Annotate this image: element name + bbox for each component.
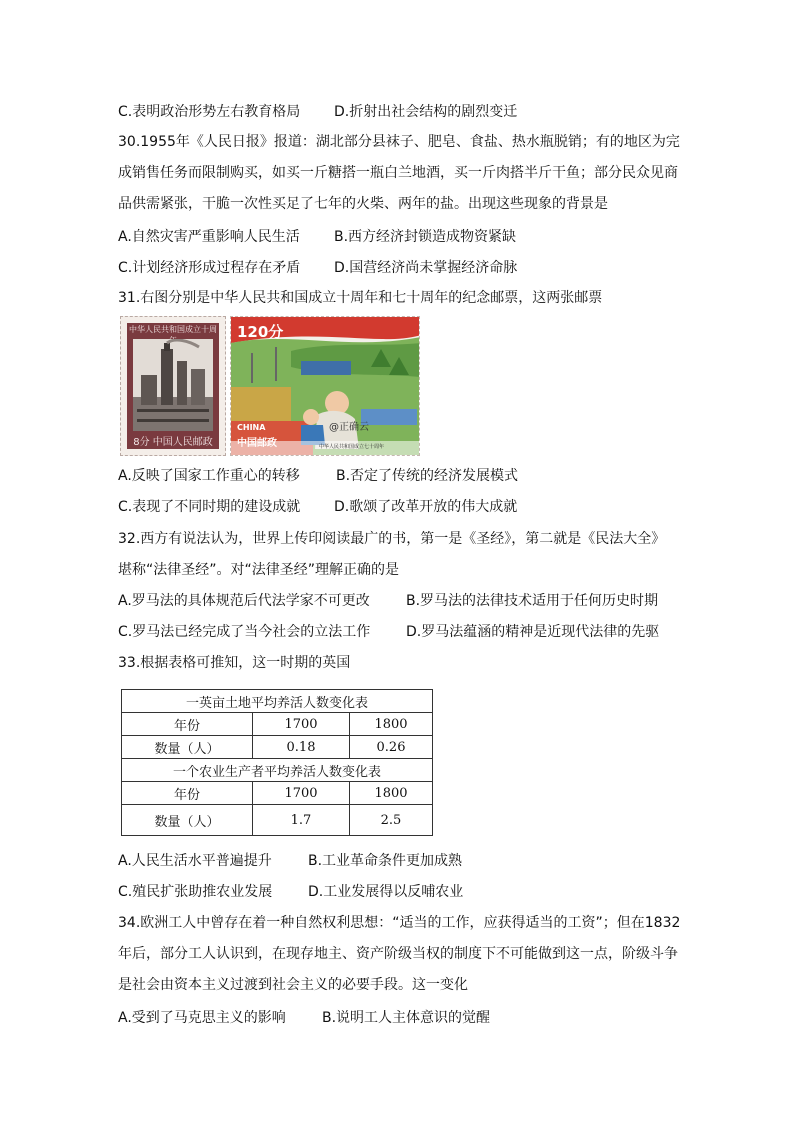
q32-option-d: D.罗马法蕴涵的精神是近现代法律的先驱 (406, 624, 660, 640)
q34-stem-line-1: 34.欧洲工人中曾存在着一种自然权利思想：“适当的工作，应获得适当的工资”；但在1832 (118, 915, 681, 931)
watermark: @正确云 (329, 422, 369, 433)
table-cell: 数量（人） (122, 805, 253, 836)
q30-option-b: B.西方经济封锁造成物资紧缺 (334, 229, 517, 245)
stamp1-title: 中华人民共和国成立十周 (129, 325, 217, 334)
q34-stem-line-3: 是社会由资本主义过渡到社会主义的必要手段。这一变化 (118, 977, 468, 993)
q33-option-b: B.工业革命条件更加成熟 (308, 853, 463, 869)
table-row (122, 736, 433, 759)
q30-stem-line-3: 品供需紧张，干脆一次性买足了七年的火柴、两年的盐。出现这些现象的背景是 (118, 196, 608, 212)
q30-option-d: D.国营经济尚未掌握经济命脉 (334, 260, 518, 276)
table-cell: 1800 (350, 782, 433, 805)
q30-stem-line-1: 30.1955年《人民日报》报道：湖北部分县袜子、肥皂、食盐、热水瓶脱销；有的地区为完 (118, 134, 680, 150)
q29-option-d: D.折射出社会结构的剧烈变迁 (334, 104, 518, 120)
table-cell: 1800 (350, 713, 433, 736)
table-row (122, 690, 433, 713)
table-row (122, 782, 433, 805)
q32-stem-line-1: 32.西方有说法认为，世界上传印阅读最广的书，第一是《圣经》，第二就是《民法大全》 (118, 531, 666, 547)
table-cell: 数量（人） (122, 736, 253, 759)
stamp1-frame (127, 323, 219, 449)
q31-option-c: C.表现了不同时期的建设成就 (118, 499, 301, 515)
q31-option-d: D.歌颂了改革开放的伟大成就 (334, 499, 518, 515)
q32-option-c: C.罗马法已经完成了当今社会的立法工作 (118, 624, 371, 640)
q32-stem-line-2: 堪称“法律圣经”。对“法律圣经”理解正确的是 (118, 562, 400, 578)
population-table (121, 689, 433, 836)
q33-stem: 33.根据表格可推知，这一时期的英国 (118, 655, 351, 671)
stamp2-post-label: 中国邮政 (237, 438, 277, 449)
stamp2-caption: 中华人民共和国成立七十周年 (319, 444, 385, 450)
table-cell: 年份 (122, 782, 253, 805)
table2-title: 一个农业生产者平均养活人数变化表 (122, 759, 433, 782)
stamp-seventieth-anniversary (230, 316, 420, 456)
q31-option-b: B.否定了传统的经济发展模式 (336, 468, 519, 484)
q31-stem: 31.右图分别是中华人民共和国成立十周年和七十周年的纪念邮票，这两张邮票 (118, 290, 603, 306)
stamp2-price: 120分 (237, 323, 284, 341)
table-cell: 0.26 (350, 736, 433, 759)
stamp2-china-label: CHINA (237, 423, 266, 432)
q32-option-a: A.罗马法的具体规范后代法学家不可更改 (118, 593, 370, 609)
stamp-tenth-anniversary (120, 316, 226, 456)
table-cell: 2.5 (350, 805, 433, 836)
q34-option-a: A.受到了马克思主义的影响 (118, 1010, 286, 1026)
q34-option-b: B.说明工人主体意识的觉醒 (322, 1010, 491, 1026)
table-row (122, 713, 433, 736)
q30-option-c: C.计划经济形成过程存在矛盾 (118, 260, 301, 276)
q34-stem-line-2: 年后，部分工人认识到，在现存地主、资产阶级当权的制度下不可能做到这一点，阶级斗争 (118, 946, 678, 962)
q33-option-d: D.工业发展得以反哺农业 (308, 884, 464, 900)
table-cell: 1700 (253, 782, 350, 805)
stamp1-value: 8分 中国人民邮政 (133, 437, 213, 448)
table-cell: 年份 (122, 713, 253, 736)
q30-stem-line-2: 成销售任务而限制购买，如买一斤糖搭一瓶白兰地酒，买一斤肉搭半斤干鱼；部分民众见商 (118, 165, 678, 181)
q31-option-a: A.反映了国家工作重心的转移 (118, 468, 300, 484)
table-cell: 0.18 (253, 736, 350, 759)
table-cell: 1700 (253, 713, 350, 736)
q33-option-a: A.人民生活水平普遍提升 (118, 853, 272, 869)
steel-plant-illustration (133, 339, 213, 431)
q29-option-c: C.表明政治形势左右教育格局 (118, 104, 301, 120)
table1-title: 一英亩土地平均养活人数变化表 (122, 690, 433, 713)
q33-option-c: C.殖民扩张助推农业发展 (118, 884, 273, 900)
stamp1-picture (133, 339, 213, 431)
q32-option-b: B.罗马法的法律技术适用于任何历史时期 (406, 593, 659, 609)
table-row (122, 759, 433, 782)
table-row (122, 805, 433, 836)
q30-option-a: A.自然灾害严重影响人民生活 (118, 229, 300, 245)
table-cell: 1.7 (253, 805, 350, 836)
